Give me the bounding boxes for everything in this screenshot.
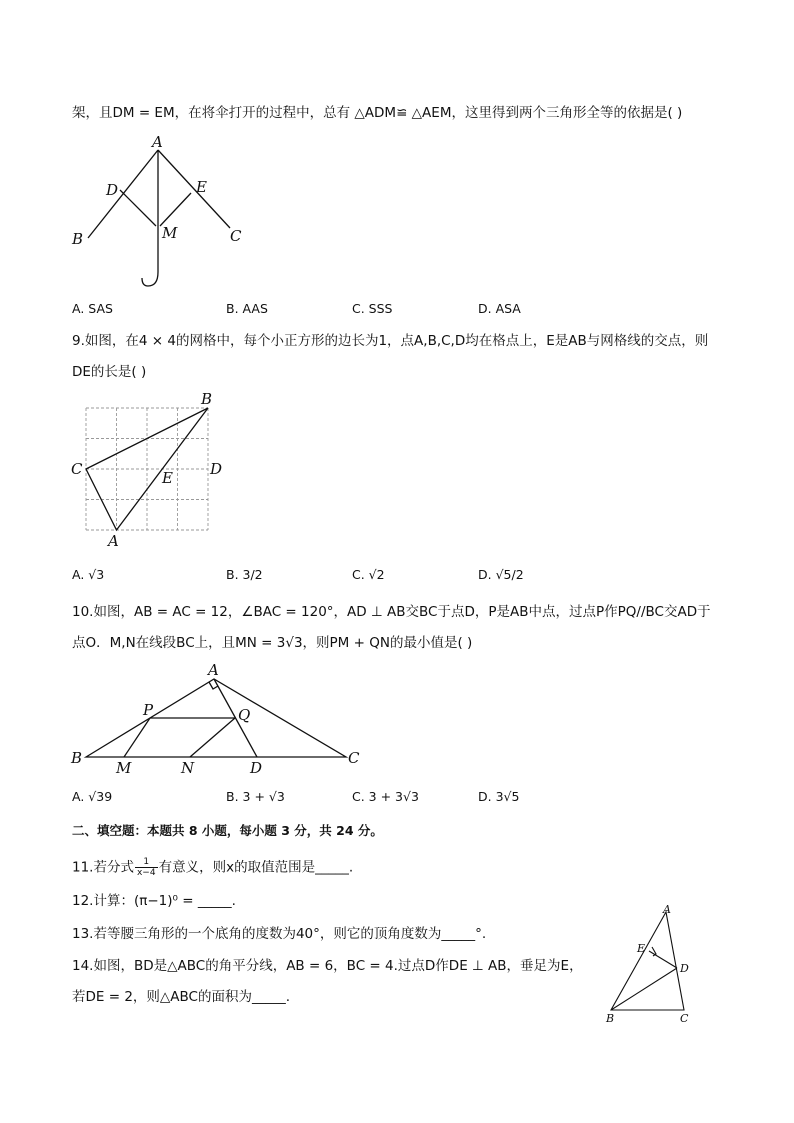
q11-denominator: x−4	[136, 868, 156, 878]
q11-post: 有意义，则x的取值范围是_____.	[158, 859, 354, 876]
q8-option-b[interactable]: B. AAS	[226, 301, 268, 316]
label-D: D	[210, 460, 223, 478]
q14-stem-line2: 若DE = 2，则△ABC的面积为_____.	[72, 989, 291, 1005]
q11-pre: 11.若分式	[72, 859, 134, 876]
triangle-figure	[66, 660, 376, 780]
label-P: P	[143, 701, 154, 719]
q10-option-a[interactable]: A. √39	[72, 789, 113, 804]
label-A: A	[152, 133, 163, 151]
label-E: E	[196, 178, 207, 196]
label-C: C	[348, 749, 360, 767]
bisector-figure	[600, 900, 720, 1025]
q11-fraction	[135, 857, 158, 878]
label-E: E	[637, 942, 646, 955]
q11-stem	[72, 857, 353, 878]
q9-option-d[interactable]: D. √5/2	[478, 567, 524, 582]
q8-option-a[interactable]: A. SAS	[72, 301, 113, 316]
label-D: D	[680, 962, 689, 975]
label-C: C	[680, 1012, 689, 1025]
q8-option-d[interactable]: D. ASA	[478, 301, 521, 316]
label-A: A	[208, 661, 219, 679]
q8-stem: 架，且DM = EM，在将伞打开的过程中，总有 △ADM≌ △AEM，这里得到两个三角形全等的依据是( )	[72, 105, 683, 121]
label-B: B	[606, 1012, 615, 1025]
q10-stem-line2: 点O．M,N在线段BC上，且MN = 3√3，则PM + QN的最小值是( )	[72, 635, 473, 651]
label-M: M	[116, 759, 132, 777]
q9-option-a[interactable]: A. √3	[72, 567, 105, 582]
label-A: A	[108, 532, 119, 550]
q10-option-c[interactable]: C. 3 + 3√3	[352, 789, 419, 804]
q10-stem-line1: 10.如图，AB = AC = 12，∠BAC = 120°，AD ⊥ AB交BC于点D，P是AB中点，过点P作PQ//BC交AD于	[72, 604, 711, 620]
label-A: A	[663, 903, 671, 916]
label-Q: Q	[238, 706, 251, 724]
section-heading: 二、填空题：本题共 8 小题，每小题 3 分，共 24 分。	[72, 823, 383, 838]
q9-stem-line2: DE的长是( )	[72, 364, 147, 380]
q10-option-b[interactable]: B. 3 + √3	[226, 789, 285, 804]
q14-stem-line1: 14.如图，BD是△ABC的角平分线，AB = 6，BC = 4.过点D作DE ⊥ AB，垂足为E，	[72, 958, 583, 974]
q9-stem-line1: 9.如图，在4 × 4的网格中，每个小正方形的边长为1，点A,B,C,D均在格点上，E是AB与网格线的交点，则	[72, 333, 709, 349]
q9-option-c[interactable]: C. √2	[352, 567, 385, 582]
q11-numerator: 1	[135, 857, 158, 868]
umbrella-figure	[70, 132, 250, 292]
q13-stem: 13.若等腰三角形的一个底角的度数为40°，则它的顶角度数为_____°.	[72, 926, 487, 942]
label-B: B	[201, 390, 213, 408]
label-C: C	[230, 227, 242, 245]
label-B: B	[71, 749, 83, 767]
q12-stem: 12.计算：(π−1)⁰ = _____.	[72, 893, 236, 909]
label-D: D	[106, 181, 119, 199]
label-C: C	[71, 460, 83, 478]
q10-option-d[interactable]: D. 3√5	[478, 789, 520, 804]
label-D: D	[250, 759, 263, 777]
label-M: M	[162, 224, 178, 242]
label-E: E	[162, 469, 173, 487]
label-B: B	[72, 230, 84, 248]
q9-option-b[interactable]: B. 3/2	[226, 567, 263, 582]
grid-figure	[68, 390, 238, 550]
label-N: N	[181, 759, 195, 777]
q8-option-c[interactable]: C. SSS	[352, 301, 393, 316]
